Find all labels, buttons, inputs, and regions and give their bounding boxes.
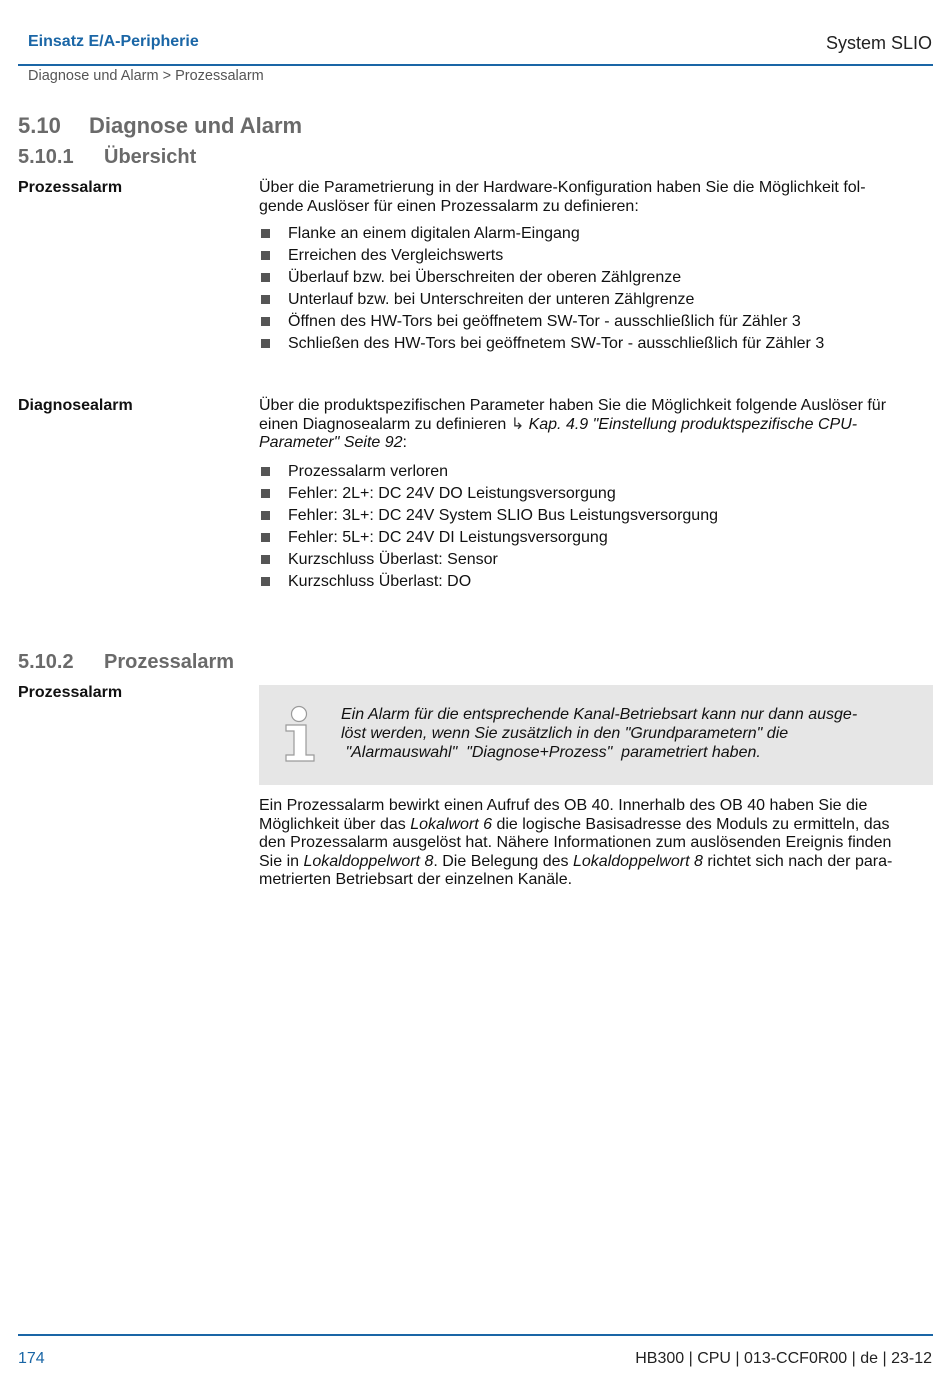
page-number: 174: [18, 1350, 45, 1367]
header-product: System SLIO: [825, 33, 932, 53]
term-lokalwort: Lokalwort 6: [410, 815, 493, 833]
section-title: Prozessalarm: [104, 651, 235, 673]
list-item: Kurzschluss Überlast: Sensor: [259, 551, 931, 573]
note-text: Ein Alarm für die entsprechende Kanal-Betriebsart kann nur dann ausge- löst werden, wenn Sie zusätzlich in den "Grundparametern" die "Alarmauswahl" "Diagnose+Prozess" parametriert haben.: [341, 706, 858, 761]
side-label-prozessalarm: Prozessalarm: [18, 179, 123, 196]
prozessalarm-overview-block: [259, 179, 931, 357]
bullet-square-icon: [261, 273, 270, 282]
bullet-square-icon: [261, 317, 270, 326]
side-label-prozessalarm-detail: Prozessalarm: [18, 684, 123, 701]
list-item: Erreichen des Vergleichswerts: [259, 247, 931, 269]
chapter-title: Diagnose und Alarm: [89, 113, 303, 138]
footer-divider: [18, 1334, 933, 1336]
bullet-square-icon: [261, 295, 270, 304]
bullet-square-icon: [261, 467, 270, 476]
bullet-square-icon: [261, 489, 270, 498]
paragraph: Ein Prozessalarm bewirkt einen Aufruf des OB 40. Innerhalb des OB 40 haben Sie die Möglichkeit über das Lokalwort 6 die logische Basisadresse des Moduls zu ermitteln, das den Prozessalarm ausgelöst hat. Nähere Informationen zum auslösenden Ereignis finden Sie in Lokaldoppelwort 8. Die Belegung des Lokaldoppelwort 8 richtet sich nach der para- metrierten Betriebsart der einzelnen Kanäle.: [259, 797, 893, 888]
bullet-square-icon: [261, 251, 270, 260]
header-divider: [18, 64, 933, 66]
list-item: Kurzschluss Überlast: DO: [259, 573, 931, 595]
trigger-list: [259, 225, 931, 357]
list-item: Fehler: 5L+: DC 24V DI Leistungsversorgung: [259, 529, 931, 551]
chapter-number: 5.10: [18, 113, 61, 138]
cross-reference-link[interactable]: Kap. 4.9 "Einstellung produktspezifische CPU- Parameter" Seite 92: [259, 415, 858, 451]
prozessalarm-detail-paragraph: [259, 797, 931, 890]
list-item: Fehler: 3L+: DC 24V System SLIO Bus Leistungsversorgung: [259, 507, 931, 529]
bullet-square-icon: [261, 555, 270, 564]
diagnosealarm-block: [259, 397, 931, 595]
term-lokaldoppelwort: Lokaldoppelwort 8: [303, 852, 434, 870]
document-id: HB300 | CPU | 013-CCF0R00 | de | 23-12: [635, 1350, 932, 1367]
term-lokaldoppelwort: Lokaldoppelwort 8: [573, 852, 703, 870]
bullet-square-icon: [261, 229, 270, 238]
section-title: Übersicht: [104, 146, 197, 168]
breadcrumb: Diagnose und Alarm > Prozessalarm: [28, 68, 264, 84]
intro-line: Über die Parametrierung in der Hardware-Konfiguration haben Sie die Möglichkeit fol-: [259, 179, 866, 196]
chapter-heading: [18, 113, 302, 139]
section-heading-uebersicht: [18, 146, 196, 169]
list-item: Öffnen des HW-Tors bei geöffnetem SW-Tor - ausschließlich für Zähler 3: [259, 313, 931, 335]
intro-line: gende Auslöser für einen Prozessalarm zu definieren:: [259, 197, 639, 215]
side-label-diagnosealarm: Diagnosealarm: [18, 397, 133, 414]
paragraph: [259, 179, 931, 216]
diagnose-trigger-list: [259, 463, 931, 595]
list-item: Fehler: 2L+: DC 24V DO Leistungsversorgung: [259, 485, 931, 507]
info-note: [259, 685, 933, 785]
list-item: Prozessalarm verloren: [259, 463, 931, 485]
section-heading-prozessalarm: [18, 651, 234, 674]
bullet-square-icon: [261, 533, 270, 542]
bullet-square-icon: [261, 511, 270, 520]
list-item: Flanke an einem digitalen Alarm-Eingang: [259, 225, 931, 247]
section-number: 5.10.1: [18, 146, 74, 168]
list-item: Überlauf bzw. bei Überschreiten der oberen Zählgrenze: [259, 269, 931, 291]
bullet-square-icon: [261, 577, 270, 586]
link-arrow-icon: ↳: [510, 415, 525, 433]
section-number: 5.10.2: [18, 651, 74, 673]
paragraph: Über die produktspezifischen Parameter haben Sie die Möglichkeit folgende Auslöser für einen Diagnosealarm zu definieren ↳ Kap. 4.9 "Einstellung produktspezifische CPU- Parameter" Seite 92:: [259, 397, 887, 451]
list-item: Schließen des HW-Tors bei geöffnetem SW-Tor - ausschließlich für Zähler 3: [259, 335, 931, 357]
info-icon: [283, 705, 317, 765]
header-section: Einsatz E/A-Peripherie: [28, 33, 199, 50]
list-item: Unterlauf bzw. bei Unterschreiten der unteren Zählgrenze: [259, 291, 931, 313]
bullet-square-icon: [261, 339, 270, 348]
